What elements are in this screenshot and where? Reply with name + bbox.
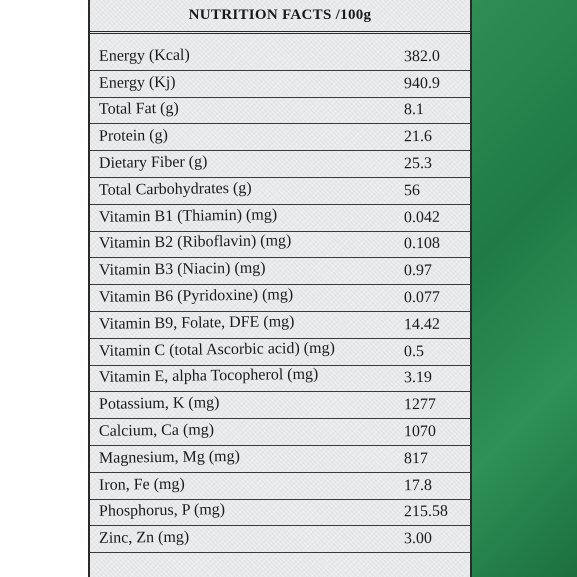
nutrient-name: Vitamin B3 (Niacin) (mg)	[98, 259, 266, 280]
nutrient-row	[90, 312, 470, 339]
nutrient-value: 1277	[403, 396, 437, 414]
nutrient-row	[90, 366, 470, 393]
nutrient-row	[90, 392, 470, 419]
nutrient-name: Vitamin B1 (Thiamin) (mg)	[98, 206, 278, 226]
nutrient-row	[90, 285, 470, 312]
nutrient-row	[90, 419, 470, 446]
nutrient-value: 21.6	[403, 128, 433, 146]
nutrient-row	[90, 151, 470, 178]
nutrient-value: 25.3	[403, 154, 433, 173]
nutrient-row	[90, 232, 470, 259]
nutrient-value: 382.0	[403, 47, 441, 66]
package-green-panel	[460, 0, 577, 577]
nutrient-row	[90, 71, 470, 98]
nutrient-name: Vitamin B6 (Pyridoxine) (mg)	[98, 286, 294, 306]
nutrient-name: Energy (Kj)	[98, 73, 176, 92]
nutrient-name: Vitamin B2 (Riboflavin) (mg)	[98, 232, 292, 253]
nutrient-row	[90, 258, 470, 285]
nutrient-name: Calcium, Ca (mg)	[98, 421, 215, 440]
nutrient-row	[90, 178, 470, 205]
nutrient-value: 0.042	[403, 208, 441, 226]
nutrient-value: 14.42	[403, 315, 441, 334]
nutrient-value: 0.077	[403, 288, 441, 307]
nutrient-row	[90, 473, 470, 500]
nutrient-value: 0.97	[403, 262, 433, 280]
nutrient-value: 1070	[403, 422, 437, 441]
nutrient-value: 3.19	[403, 369, 433, 387]
nutrition-label	[88, 0, 472, 577]
nutrient-name: Vitamin E, alpha Tocopherol (mg)	[98, 366, 319, 387]
nutrient-name: Iron, Fe (mg)	[98, 475, 185, 494]
nutrient-name: Protein (g)	[98, 127, 168, 146]
nutrient-row	[90, 446, 470, 473]
nutrient-row	[90, 124, 470, 151]
nutrient-row	[90, 44, 470, 71]
nutrient-value: 17.8	[403, 476, 433, 494]
nutrient-row	[90, 98, 470, 125]
nutrient-row	[90, 205, 470, 232]
nutrient-value: 940.9	[403, 74, 441, 92]
nutrient-name: Phosphorus, P (mg)	[98, 501, 226, 521]
nutrient-value: 817	[403, 449, 429, 468]
nutrient-value: 215.58	[403, 503, 449, 521]
nutrient-name: Total Fat (g)	[98, 100, 179, 119]
nutrient-name: Magnesium, Mg (mg)	[98, 447, 240, 467]
nutrient-row	[90, 500, 470, 527]
nutrition-table	[90, 44, 470, 553]
nutrient-name: Total Carbohydrates (g)	[98, 179, 252, 199]
nutrient-value: 3.00	[403, 530, 433, 548]
nutrient-name: Vitamin B9, Folate, DFE (mg)	[98, 313, 295, 333]
nutrient-name: Dietary Fiber (g)	[98, 153, 208, 172]
nutrient-value: 0.5	[403, 342, 425, 360]
nutrition-title: NUTRITION FACTS /100g	[90, 0, 470, 34]
nutrient-row	[90, 526, 470, 553]
nutrient-name: Energy (Kcal)	[98, 46, 190, 65]
nutrient-value: 0.108	[403, 235, 441, 253]
nutrient-name: Zinc, Zn (mg)	[98, 528, 190, 548]
nutrient-row	[90, 339, 470, 366]
nutrient-value: 8.1	[403, 101, 425, 119]
nutrient-name: Vitamin C (total Ascorbic acid) (mg)	[98, 339, 335, 360]
nutrient-value: 56	[403, 181, 421, 200]
nutrient-name: Potassium, K (mg)	[98, 394, 220, 414]
